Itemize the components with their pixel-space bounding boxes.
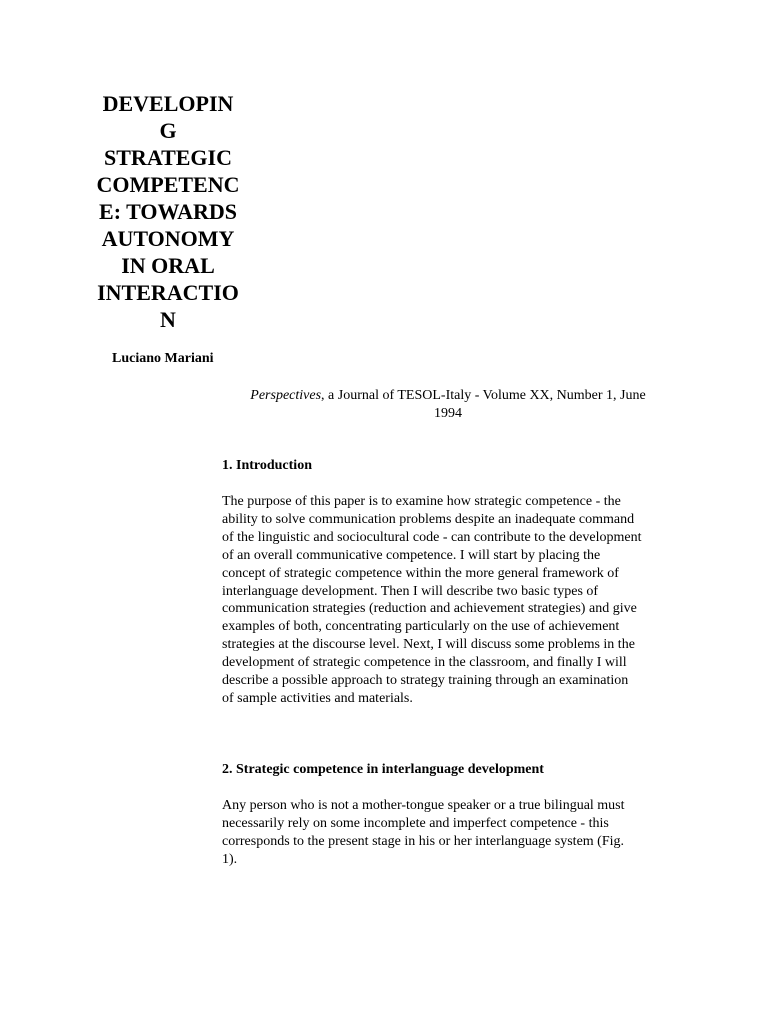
text-line: of an overall communicative competence. I will start by placing the xyxy=(222,547,601,563)
text-line: describe a possible approach to strategy training through an examination xyxy=(222,673,629,689)
section-heading-introduction: 1. Introduction xyxy=(222,458,312,473)
text-line: 1). xyxy=(222,851,238,867)
title-line: E: TOWARDS xyxy=(99,199,237,224)
text-line: of the linguistic and sociocultural code - can contribute to the development xyxy=(222,529,642,545)
title-line: DEVELOPIN xyxy=(102,91,234,116)
section-heading-strategic-competence: 2. Strategic competence in interlanguage development xyxy=(222,762,544,777)
text-line: examples of both, concentrating particularly on the use of achievement xyxy=(222,619,620,635)
text-line: The purpose of this paper is to examine how strategic competence - the xyxy=(222,494,621,509)
text-line: Any person who is not a mother-tongue speaker or a true bilingual must xyxy=(222,798,625,813)
text-line: necessarily rely on some incomplete and imperfect competence - this xyxy=(222,815,609,831)
title-line: IN ORAL xyxy=(121,253,215,278)
text-line: corresponds to the present stage in his or her interlanguage system (Fig. xyxy=(222,833,625,849)
text-line: communication strategies (reduction and achievement strategies) and give xyxy=(222,601,637,617)
title-line: N xyxy=(160,307,176,332)
citation-details: , a Journal of TESOL-Italy - Volume XX, Number 1, June xyxy=(321,388,646,403)
citation-year: 1994 xyxy=(434,406,462,421)
title-line: STRATEGIC xyxy=(104,145,232,170)
introduction-paragraph xyxy=(222,493,678,708)
text-line: concept of strategic competence within the more general framework of xyxy=(222,565,619,581)
author-name: Luciano Mariani xyxy=(112,351,214,366)
title-line: COMPETENC xyxy=(96,172,240,197)
title-line: AUTONOMY xyxy=(101,226,235,251)
text-line: ability to solve communication problems despite an inadequate command xyxy=(222,511,635,527)
text-line: strategies at the discourse level. Next, I will discuss some problems in the xyxy=(222,637,635,653)
text-line: of sample activities and materials. xyxy=(222,690,413,706)
citation xyxy=(222,387,674,423)
title-line: G xyxy=(159,118,177,143)
text-line: interlanguage development. Then I will describe two basic types of xyxy=(222,583,599,599)
journal-name: Perspectives xyxy=(250,388,322,403)
strategic-competence-paragraph xyxy=(222,797,678,869)
title-line: INTERACTIO xyxy=(97,280,239,305)
text-line: development of strategic competence in the classroom, and finally I will xyxy=(222,655,627,671)
article-title xyxy=(88,90,248,333)
